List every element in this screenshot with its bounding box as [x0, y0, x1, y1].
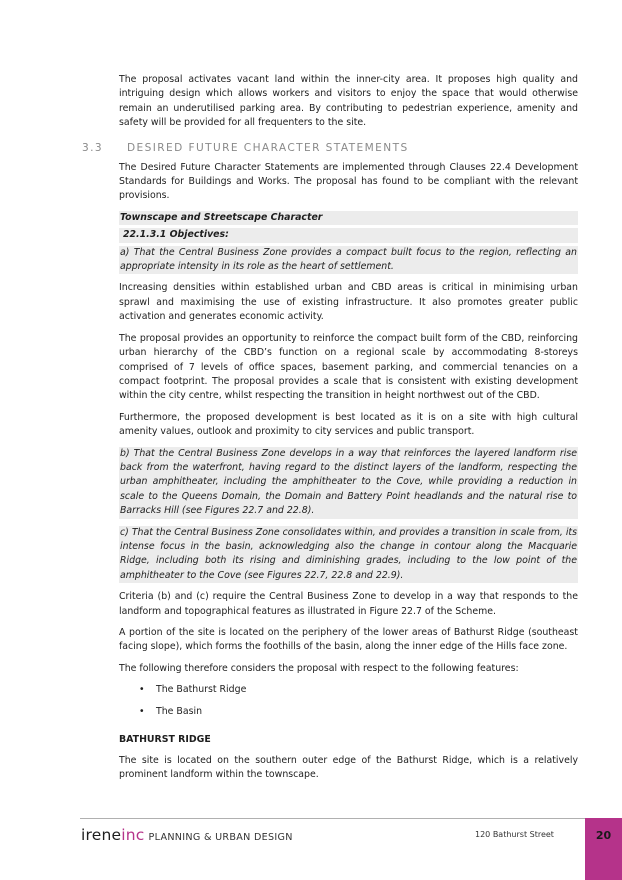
- section-number: 3.3: [82, 141, 104, 154]
- brand-irene: irene: [81, 826, 122, 844]
- section-title: DESIRED FUTURE CHARACTER STATEMENTS: [127, 141, 409, 154]
- compact-form-paragraph: The proposal provides an opportunity to reinforce the compact built form of the CBD, reinforcing urban hierarchy of the CBD’s function on a regional scale by accommodating 8-storeys comprised of 7 levels of office spaces, basement parking, and commercial tenancies on a compact footprint. The proposal provides a scale that is consistent with existing development within the city centre, whilst respecting the transition in height northwest out of the CBD.: [119, 332, 578, 402]
- objective-c: c) That the Central Business Zone consolidates within, and provides a transition in scale from, its intense focus in the basin, acknowledging also the change in contour along the Macquarie Ridge, including both its rising and diminishing grades, including to the low point of the amphitheater to the Cove (see Figures 22.7, 22.8 and 22.9).: [119, 526, 578, 584]
- bullet-icon: •: [139, 706, 145, 718]
- dfc-intro-paragraph: The Desired Future Character Statements are implemented through Clauses 22.4 Development Standards for Buildings and Works. The proposal has found to be compliant with the relevant provisions.: [119, 161, 578, 202]
- footer-address: 120 Bathurst Street: [475, 830, 554, 839]
- objective-a: a) That the Central Business Zone provides a compact built focus to the region, reflecting an appropriate intensity in its role as the heart of settlement.: [119, 246, 578, 275]
- list-item-label: The Bathurst Ridge: [156, 684, 247, 696]
- list-item: [119, 705, 578, 727]
- footer-logo: [81, 825, 293, 848]
- list-item-label: The Basin: [156, 706, 203, 718]
- ridge-heading: BATHURST RIDGE: [119, 734, 211, 746]
- portion-paragraph: A portion of the site is located on the periphery of the lower areas of Bathurst Ridge (southeast facing slope), which forms the foothills of the basin, along the inner edge of the Hills face zone.: [119, 627, 578, 653]
- section-heading: [82, 141, 578, 155]
- list-item: [119, 683, 578, 705]
- following-paragraph: The following therefore considers the proposal with respect to the following features:: [119, 662, 519, 674]
- objective-b: b) That the Central Business Zone develops in a way that reinforces the layered landform rise back from the waterfront, having regard to the distinct layers of the landform, respecting the urban amphitheater, including the amphitheater to the Cove, while providing a reduction in scale to the Queens Domain, the Domain and Battery Point headlands and the natural rise to Barracks Hill (see Figures 22.7 and 22.8).: [119, 447, 578, 519]
- densities-paragraph: Increasing densities within established urban and CBD areas is critical in minimising urban sprawl and maximising the use of existing infrastructure. It also promotes greater public activation and generates economic activity.: [119, 282, 578, 323]
- page-content: [82, 73, 578, 789]
- brand-inc: inc: [121, 826, 145, 844]
- criteria-paragraph: Criteria (b) and (c) require the Central Business Zone to develop in a way that responds to the landform and topographical features as illustrated in Figure 22.7 of the Scheme.: [119, 591, 578, 617]
- features-list: [119, 683, 578, 727]
- bullet-icon: •: [139, 684, 145, 696]
- intro-paragraph: The proposal activates vacant land within the inner-city area. It proposes high quality and intriguing design which allows workers and visitors to enjoy the space that would otherwise remain an underutilised parking area. By contributing to pedestrian experience, amenity and safety will be provided for all frequenters to the site.: [119, 74, 578, 129]
- furthermore-paragraph: Furthermore, the proposed development is best located as it is on a site with high cultural amenity values, outlook and proximity to city services and public transport.: [119, 411, 578, 438]
- ridge-paragraph: The site is located on the southern outer edge of the Bathurst Ridge, which is a relatively prominent landform within the townscape.: [119, 754, 578, 781]
- objectives-subheading: 22.1.3.1 Objectives:: [119, 228, 578, 242]
- page-number: 20: [585, 818, 622, 880]
- footer-divider: [80, 818, 585, 819]
- brand-tagline: PLANNING & URBAN DESIGN: [148, 832, 293, 843]
- objectives-heading: Townscape and Streetscape Character: [119, 211, 578, 225]
